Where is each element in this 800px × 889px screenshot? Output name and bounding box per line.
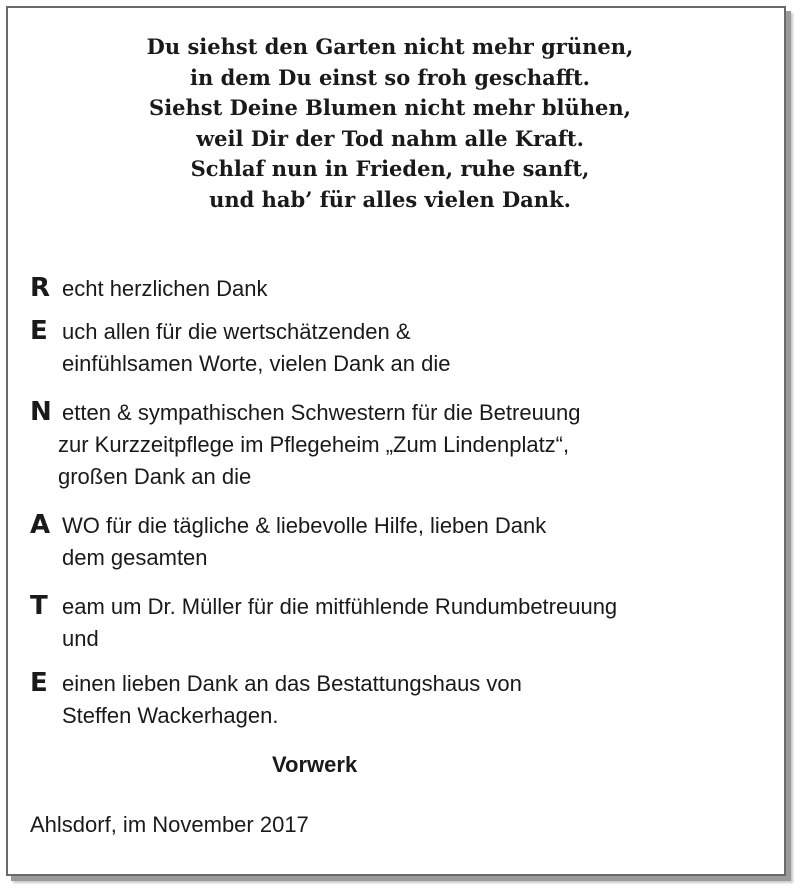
acrostic-entry-n: [30, 396, 581, 493]
acrostic-continuation: einfühlsamen Worte, vielen Dank an die: [62, 351, 451, 376]
acrostic-text: eam um Dr. Müller für die mitfühlende Rundumbetreuung: [62, 594, 618, 619]
poem-line: in dem Du einst so froh geschafft.: [190, 64, 590, 90]
acrostic-text: einen lieben Dank an das Bestattungshaus von: [62, 671, 522, 696]
poem: [0, 32, 780, 215]
acrostic-letter: N: [30, 397, 52, 427]
place-date: Ahlsdorf, im November 2017: [30, 812, 309, 837]
poem-line: weil Dir der Tod nahm alle Kraft.: [196, 125, 584, 151]
acrostic-continuation: großen Dank an die: [58, 464, 252, 489]
poem-line: Siehst Deine Blumen nicht mehr blühen,: [149, 95, 631, 120]
acrostic-entry-e2: [30, 667, 522, 732]
poem-line: Du siehst den Garten nicht mehr grünen,: [146, 34, 634, 59]
poem-line: Schlaf nun in Frieden, ruhe sanft,: [190, 156, 590, 181]
acrostic-entry-a: [30, 509, 546, 574]
acrostic-continuation: Steffen Wackerhagen.: [62, 703, 279, 728]
acrostic-entry-r: [30, 272, 267, 305]
acrostic-text: uch allen für die wertschätzenden &: [62, 319, 411, 344]
acrostic-entry-t: [30, 590, 617, 655]
acrostic-letter: R: [30, 273, 51, 303]
acrostic-text: echt herzlichen Dank: [62, 276, 268, 301]
acrostic-continuation: dem gesamten: [62, 545, 208, 570]
acrostic-entry-e1: [30, 315, 450, 380]
acrostic-text: etten & sympathischen Schwestern für die Betreuung: [62, 400, 581, 425]
acrostic-letter: E: [30, 316, 48, 346]
signature: Vorwerk: [272, 752, 358, 777]
acrostic-continuation: zur Kurzzeitpflege im Pflegeheim „Zum Lindenplatz“,: [58, 432, 570, 457]
acrostic-continuation: und: [62, 626, 99, 651]
poem-line: und hab’ für alles vielen Dank.: [209, 186, 571, 212]
acrostic-letter: T: [30, 591, 48, 621]
acrostic-letter: E: [30, 668, 48, 698]
acrostic-letter: A: [30, 510, 51, 540]
acrostic-text: WO für die tägliche & liebevolle Hilfe, lieben Dank: [62, 513, 547, 538]
